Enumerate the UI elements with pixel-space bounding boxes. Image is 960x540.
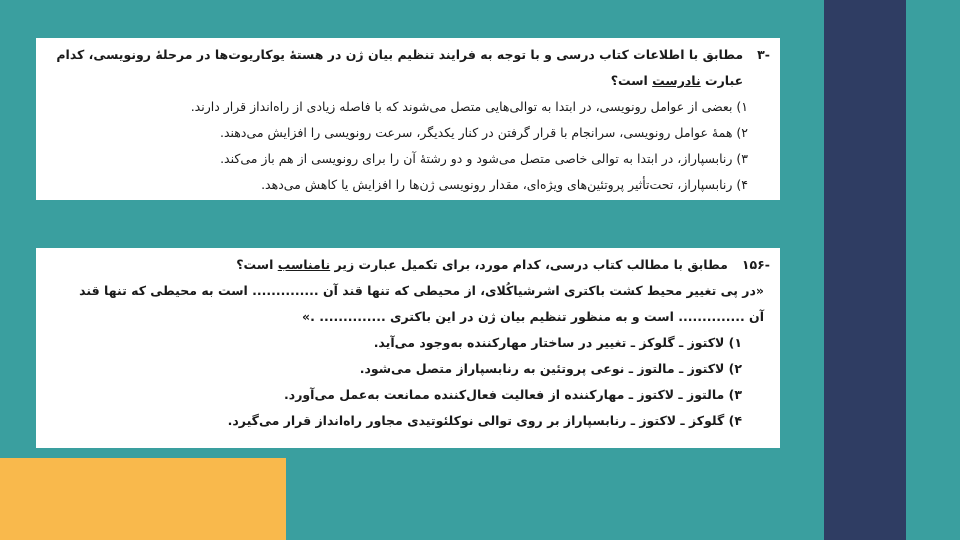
option-3: ۳) رنابسپاراز، در ابتدا به توالی خاصی متصل می‌شود و دو رشتهٔ آن را برای رونویسی از هم باز می‌کند. [220,151,748,166]
option-2: ۲) لاکتوز ـ مالتوز ـ نوعی پروتئین به رنابسپاراز متصل می‌شود. [359,361,742,376]
question-number: -۳ [757,47,770,62]
option-3: ۳) مالتوز ـ لاکتوز ـ مهارکننده از فعالیت فعال‌کننده ممانعت به‌عمل می‌آورد. [284,387,742,402]
option-1: ۱) لاکتوز ـ گلوکز ـ تغییر در ساختار مهارکننده به‌وجود می‌آید. [373,335,742,350]
option-1: ۱) بعضی از عوامل رونویسی، در ابتدا به توالی‌هایی متصل می‌شوند که با فاصله زیادی از راه‌انداز قرار دارند. [190,99,748,114]
question-number: -۱۵۶ [741,257,770,272]
question-card-156 [36,248,780,448]
quote-line-1: «در پی تغییر محیط کشت باکتری اشرشیاکُلای، از محیطی که تنها قند آن .............. است به محیطی که تنها قند [79,283,764,298]
question-text: مطابق با اطلاعات کتاب درسی و با توجه به فرایند تنظیم بیان ژن در هستهٔ یوکاریوت‌ها در مرحلهٔ رونویسی، کدام عبارت نادرست است؟ [56,47,744,88]
yellow-accent-block [0,458,286,540]
underlined-keyword: نامناسب [277,257,331,272]
underlined-keyword: نادرست [652,73,701,88]
question-stem [56,42,770,94]
question-stem [56,252,770,278]
option-4: ۴) گلوکز ـ لاکتوز ـ رنابسپاراز بر روی توالی نوکلئوتیدی مجاور راه‌انداز قرار می‌گیرد. [227,413,742,428]
question-text: مطابق با مطالب کتاب درسی، کدام مورد، برای تکمیل عبارت زیر نامناسب است؟ [236,257,728,272]
quote-line-2: آن .............. است و به منظور تنظیم بیان ژن در این باکتری .............. .» [302,309,764,324]
question-card-3 [36,38,780,200]
navy-accent-strip [824,0,906,540]
option-2: ۲) همهٔ عوامل رونویسی، سرانجام با قرار گرفتن در کنار یکدیگر، سرعت رونویسی را افزایش می‌دهند. [220,125,748,140]
option-4: ۴) رنابسپاراز، تحت‌تأثیر پروتئین‌های ویژه‌ای، مقدار رونویسی ژن‌ها را افزایش یا کاهش می‌دهد. [261,177,748,192]
